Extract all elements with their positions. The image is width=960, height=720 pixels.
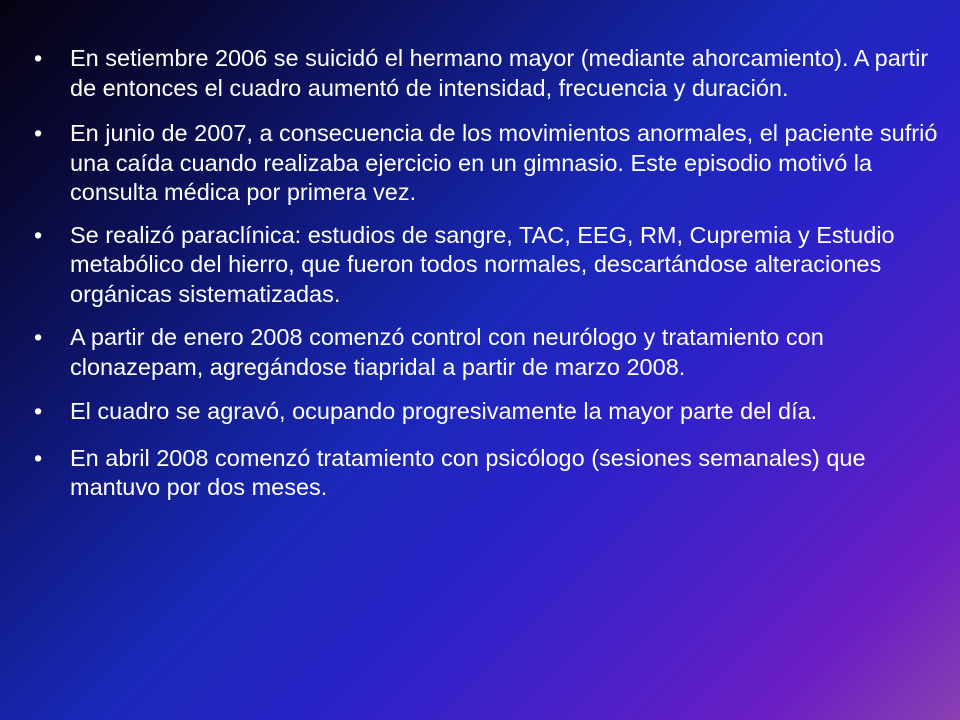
bullet-item-6 xyxy=(34,444,939,503)
bullet-text: En abril 2008 comenzó tratamiento con psicólogo (sesiones semanales) que mantuvo por dos meses. xyxy=(70,444,866,500)
bullet-item-3 xyxy=(34,221,939,310)
bullet-icon: • xyxy=(34,120,43,146)
bullet-icon: • xyxy=(34,221,43,248)
bullet-icon: • xyxy=(34,45,43,71)
bullet-list xyxy=(34,44,939,519)
bullet-text: En junio de 2007, a consecuencia de los movimientos anormales, el paciente sufrió una caída cuando realizaba ejercicio en un gimnasio. Este episodio motivó la consulta médica por primera vez. xyxy=(70,120,938,205)
bullet-text: Se realizó paraclínica: estudios de sangre, TAC, EEG, RM, Cupremia y Estudio metabólico del hierro, que fueron todos normales, descartándose alteraciones orgánicas sistematizadas. xyxy=(70,221,895,307)
bullet-text: A partir de enero 2008 comenzó control con neurólogo y tratamiento con clonazepam, agregándose tiapridal a partir de marzo 2008. xyxy=(70,324,824,380)
bullet-item-5 xyxy=(34,397,939,427)
bullet-icon: • xyxy=(34,444,43,471)
bullet-item-2 xyxy=(34,119,939,208)
bullet-item-4 xyxy=(34,323,939,382)
bullet-icon: • xyxy=(34,324,43,350)
bullet-item-1 xyxy=(34,44,939,103)
bullet-text: El cuadro se agravó, ocupando progresivamente la mayor parte del día. xyxy=(70,398,818,424)
bullet-icon: • xyxy=(34,398,43,424)
bullet-text: En setiembre 2006 se suicidó el hermano mayor (mediante ahorcamiento). A partir de entonces el cuadro aumentó de intensidad, frecuencia y duración. xyxy=(70,45,929,101)
